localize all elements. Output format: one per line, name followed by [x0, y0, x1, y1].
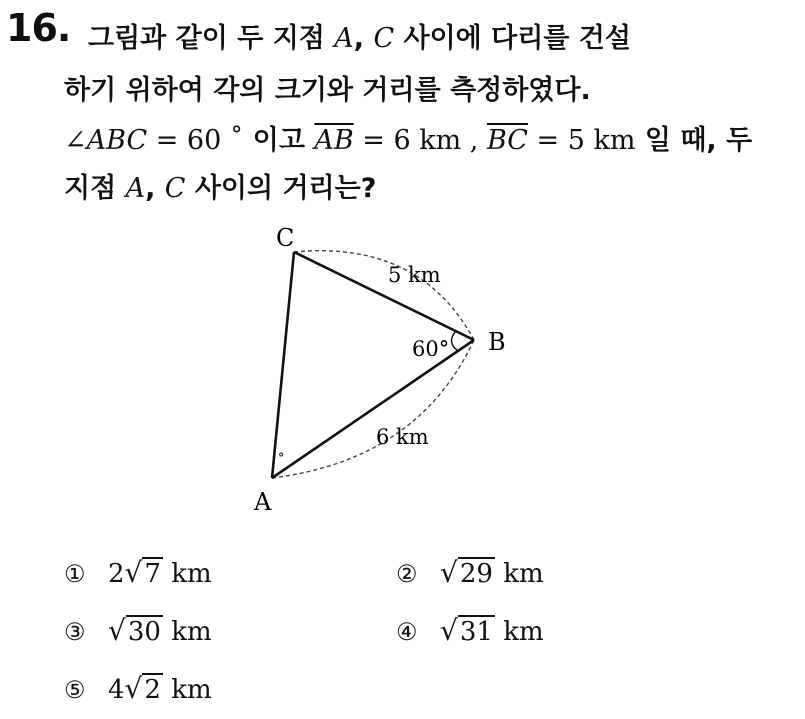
- choice-1[interactable]: [64, 556, 212, 589]
- choice-unit: km: [171, 617, 212, 647]
- radical: [108, 614, 163, 647]
- choice-number: ①: [64, 560, 86, 588]
- radical-sign-icon: √: [124, 556, 143, 589]
- connector-text: 이고: [243, 125, 315, 156]
- point-C-label: C: [164, 173, 186, 204]
- vertex-B-label: B: [488, 328, 506, 356]
- segment-AB-value: = 6 km ,: [353, 125, 487, 156]
- side-CB: [294, 252, 474, 340]
- question-line-1: [88, 16, 631, 55]
- side-BC-length-label: 5 km: [388, 263, 441, 287]
- comma: ,: [145, 173, 165, 204]
- segment-BC-value: = 5 km: [527, 125, 636, 156]
- point-A-label: A: [334, 23, 354, 54]
- side-CA: [272, 252, 294, 478]
- radicand: 31: [459, 617, 493, 647]
- choice-4[interactable]: [396, 614, 544, 647]
- comma: ,: [353, 23, 374, 54]
- radical-sign-icon: √: [124, 672, 143, 705]
- choice-unit: km: [171, 559, 212, 589]
- triangle-figure: [240, 220, 540, 520]
- condition-tail: 일 때, 두: [635, 125, 753, 156]
- radicand: 29: [459, 559, 493, 589]
- choice-number: ④: [396, 618, 418, 646]
- choice-coefficient: 2: [108, 559, 125, 589]
- radical: [125, 672, 163, 705]
- choice-number: ⑤: [64, 676, 86, 704]
- choice-unit: km: [503, 559, 544, 589]
- radical-sign-icon: √: [440, 614, 458, 647]
- choice-number: ③: [64, 618, 86, 646]
- choice-5[interactable]: [64, 672, 212, 705]
- radical-sign-icon: √: [108, 614, 126, 647]
- choice-3[interactable]: [64, 614, 212, 647]
- radical: [440, 556, 495, 589]
- question-text-tail: 사이에 다리를 건설: [394, 23, 631, 54]
- vertex-C-label: C: [276, 224, 295, 252]
- radicand: 30: [127, 617, 161, 647]
- angle-arc-B: [451, 331, 458, 351]
- question-text: 그림과 같이 두 지점: [88, 23, 335, 54]
- choice-2[interactable]: [396, 556, 544, 589]
- angle-A-mark: °: [278, 451, 285, 466]
- segment-AB: $\overline{AB}$: [314, 125, 354, 156]
- radical: [125, 556, 163, 589]
- question-line-3: [64, 118, 752, 157]
- radicand: 2: [144, 675, 161, 705]
- choice-unit: km: [503, 617, 544, 647]
- vertex-A-label: A: [254, 488, 272, 516]
- segment-BC: $\overline{BC}$: [486, 125, 528, 156]
- angle-B-label: 60°: [412, 337, 450, 361]
- question-line-4: [64, 166, 376, 205]
- radical-sign-icon: √: [440, 556, 458, 589]
- angle-expression: ∠ABC: [64, 125, 148, 156]
- point-C-label: C: [373, 23, 395, 54]
- angle-value: = 60 ˚: [147, 125, 244, 156]
- choice-number: ②: [396, 560, 418, 588]
- radicand: 7: [144, 559, 161, 589]
- choice-coefficient: 4: [108, 675, 125, 705]
- radical: [440, 614, 495, 647]
- question-text: 지점: [64, 173, 126, 204]
- point-A-label: A: [125, 173, 146, 204]
- side-AB-length-label: 6 km: [376, 425, 429, 449]
- choice-unit: km: [171, 675, 212, 705]
- question-line-2: 하기 위하여 각의 크기와 거리를 측정하였다.: [64, 75, 591, 106]
- question-number: 16.: [6, 6, 71, 50]
- question-tail: 사이의 거리는?: [185, 173, 377, 204]
